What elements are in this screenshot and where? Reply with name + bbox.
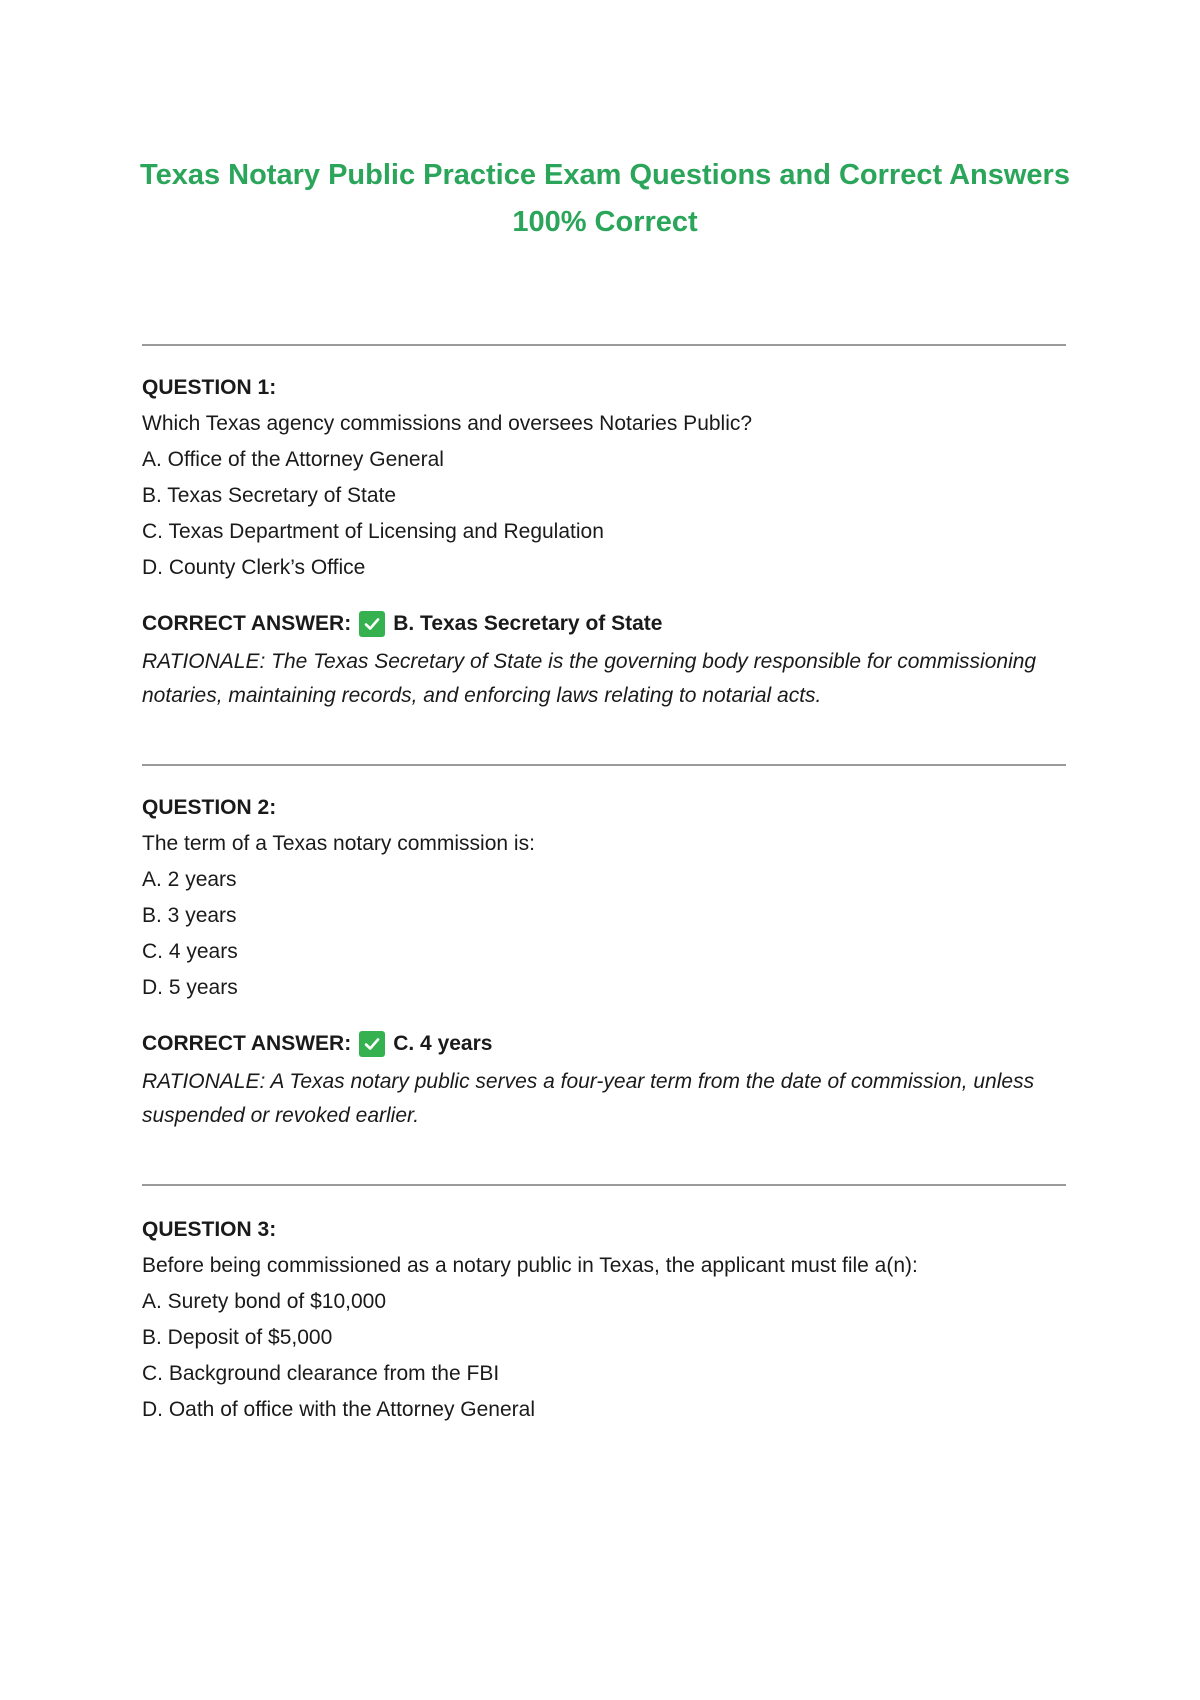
option-c: C. 4 years <box>142 940 238 963</box>
correct-answer <box>142 1030 492 1058</box>
option-b: B. Texas Secretary of State <box>142 484 397 507</box>
check-mark-icon <box>359 611 385 637</box>
option-a: A. 2 years <box>142 868 237 891</box>
title-line-2: 100% Correct <box>512 206 698 238</box>
question-text: The term of a Texas notary commission is: <box>142 832 535 855</box>
question-block-3 <box>142 1216 1062 1446</box>
correct-answer-label: CORRECT ANSWER: <box>142 1032 352 1055</box>
correct-answer <box>142 610 662 638</box>
option-b: B. Deposit of $5,000 <box>142 1326 333 1349</box>
question-heading: QUESTION 2: <box>142 796 277 819</box>
question-block-1 <box>142 374 1062 714</box>
question-heading: QUESTION 1: <box>142 376 277 399</box>
option-d: D. County Clerk’s Office <box>142 556 366 579</box>
option-a: A. Office of the Attorney General <box>142 448 444 471</box>
option-c: C. Background clearance from the FBI <box>142 1362 500 1385</box>
option-d: D. 5 years <box>142 976 238 999</box>
options-list <box>142 866 238 1010</box>
question-heading: QUESTION 3: <box>142 1218 277 1241</box>
document-title <box>140 152 1070 246</box>
title-line-1: Texas Notary Public Practice Exam Questions and Correct Answers <box>140 159 1070 191</box>
correct-answer-value: B. Texas Secretary of State <box>393 612 663 635</box>
option-d: D. Oath of office with the Attorney General <box>142 1398 535 1421</box>
rationale-text: RATIONALE: A Texas notary public serves a four-year term from the date of commission, unless suspended or revoked earlier. <box>142 1070 1035 1127</box>
correct-answer-label: CORRECT ANSWER: <box>142 612 352 635</box>
option-b: B. 3 years <box>142 904 237 927</box>
question-block-2 <box>142 794 1062 1134</box>
correct-answer-value: C. 4 years <box>393 1032 493 1055</box>
options-list <box>142 1288 535 1432</box>
divider <box>142 1184 1066 1186</box>
option-c: C. Texas Department of Licensing and Regulation <box>142 520 604 543</box>
option-a: A. Surety bond of $10,000 <box>142 1290 387 1313</box>
options-list <box>142 446 604 590</box>
rationale-text: RATIONALE: The Texas Secretary of State is the governing body responsible for commissioning notaries, maintaining records, and enforcing laws relating to notarial acts. <box>142 650 1037 707</box>
divider <box>142 764 1066 766</box>
question-text: Before being commissioned as a notary public in Texas, the applicant must file a(n): <box>142 1254 918 1277</box>
check-mark-icon <box>359 1031 385 1057</box>
divider <box>142 344 1066 346</box>
question-text: Which Texas agency commissions and oversees Notaries Public? <box>142 412 753 435</box>
